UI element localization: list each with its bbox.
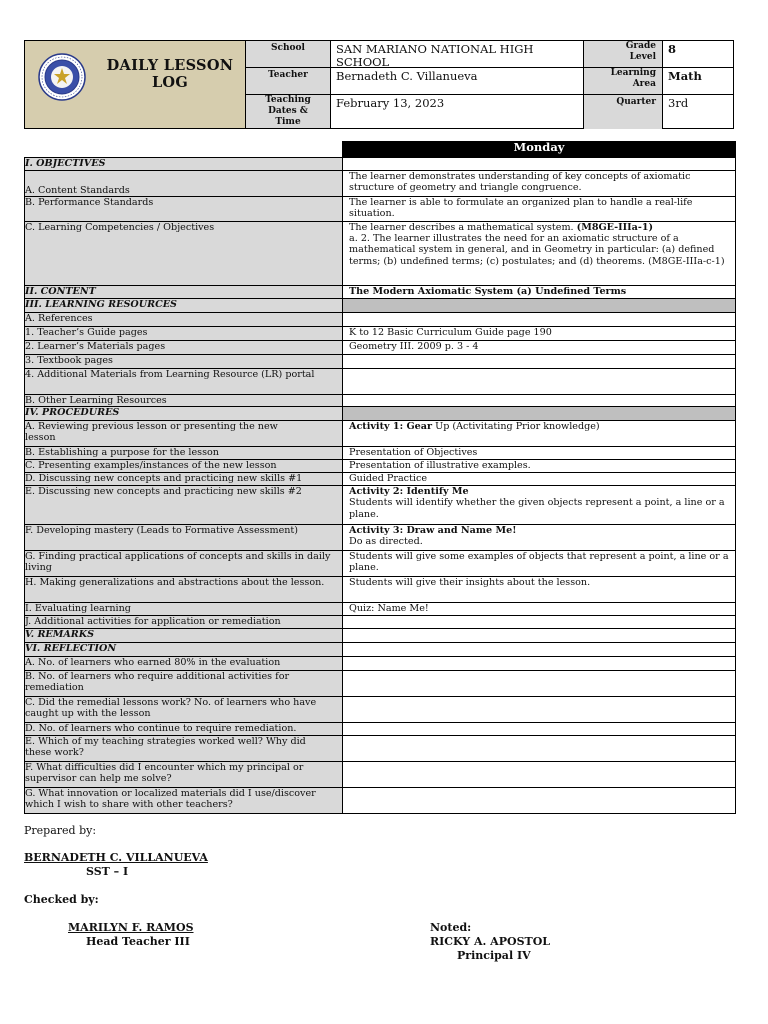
- section-content: II. CONTENT: [25, 286, 343, 299]
- grade-label: Grade Level: [584, 41, 663, 68]
- row-proc-f: F. Developing mastery (Leads to Formative Assessment): [25, 525, 343, 551]
- title-line-1: DAILY LESSON: [106, 57, 234, 74]
- learners-materials-value: Geometry III. 2009 p. 3 - 4: [343, 341, 736, 355]
- title-block: [25, 41, 246, 129]
- title-line-2: LOG: [151, 74, 189, 91]
- section-objectives: I. OBJECTIVES: [25, 158, 343, 171]
- dates-label: Teaching Dates & Time: [246, 95, 331, 129]
- checker-name: MARILYN F. RAMOS: [68, 921, 194, 934]
- cell-blank: [343, 629, 736, 643]
- cell-blank: [343, 407, 736, 421]
- teacher-label: Teacher: [246, 68, 331, 95]
- cell-blank: [343, 643, 736, 657]
- row-competencies: C. Learning Competencies / Objectives: [25, 222, 343, 286]
- area-label: Learning Area: [584, 68, 663, 95]
- row-ref-d: D. No. of learners who continue to require remediation.: [25, 723, 343, 736]
- section-procedures: IV. PROCEDURES: [25, 407, 343, 421]
- cell-blank: [343, 158, 736, 171]
- cell-blank: [343, 395, 736, 407]
- cell-blank: [343, 616, 736, 629]
- blank-corner: [25, 142, 343, 158]
- row-proc-b: B. Establishing a purpose for the lesson: [25, 447, 343, 460]
- row-ref-f: F. What difficulties did I encounter which my principal or supervisor can help me solve?: [25, 762, 343, 788]
- dates-value: February 13, 2023: [331, 95, 584, 129]
- row-proc-d: D. Discussing new concepts and practicing new skills #1: [25, 473, 343, 486]
- proc-b-value: Presentation of Objectives: [343, 447, 736, 460]
- row-proc-a: A. Reviewing previous lesson or presenting the new lesson: [25, 421, 343, 447]
- cell-blank: [343, 736, 736, 762]
- noter-name: RICKY A. APOSTOL: [430, 935, 551, 948]
- row-ref-c: C. Did the remedial lessons work? No. of learners who have caught up with the lesson: [25, 697, 343, 723]
- cell-blank: [343, 313, 736, 327]
- cell-blank: [343, 671, 736, 697]
- school-value: SAN MARIANO NATIONAL HIGH SCHOOL: [331, 41, 584, 68]
- proc-f-value: Activity 3: Draw and Name Me! Do as directed.: [343, 525, 736, 551]
- proc-d-value: Guided Practice: [343, 473, 736, 486]
- cell-blank: [343, 788, 736, 814]
- proc-e-value: Activity 2: Identify Me Students will identify whether the given objects represent a point, a line or a plane.: [343, 486, 736, 525]
- document-title: [95, 57, 245, 91]
- proc-a-value: Activity 1: Gear Up (Activitating Prior knowledge): [343, 421, 736, 447]
- row-learners-materials: 2. Learner’s Materials pages: [25, 341, 343, 355]
- noted-label: Noted:: [430, 921, 472, 934]
- cell-blank: [343, 657, 736, 671]
- row-ref-e: E. Which of my teaching strategies worked well? Why did these work?: [25, 736, 343, 762]
- cell-blank: [343, 299, 736, 313]
- cell-blank: [343, 369, 736, 395]
- row-ref-g: G. What innovation or localized materials did I use/discover which I wish to share with other teachers?: [25, 788, 343, 814]
- proc-c-value: Presentation of illustrative examples.: [343, 460, 736, 473]
- lesson-log-table: [24, 141, 736, 814]
- section-reflection: VI. REFLECTION: [25, 643, 343, 657]
- dll-header: [24, 40, 734, 129]
- teacher-value: Bernadeth C. Villanueva: [331, 68, 584, 95]
- proc-g-value: Students will give some examples of objects that represent a point, a line or a plane.: [343, 551, 736, 577]
- deped-seal-icon: [38, 53, 86, 101]
- row-proc-j: J. Additional activities for application or remediation: [25, 616, 343, 629]
- teachers-guide-value: K to 12 Basic Curriculum Guide page 190: [343, 327, 736, 341]
- section-learning-resources: III. LEARNING RESOURCES: [25, 299, 343, 313]
- row-textbook-pages: 3. Textbook pages: [25, 355, 343, 369]
- day-header: Monday: [343, 142, 736, 158]
- row-proc-i: I. Evaluating learning: [25, 603, 343, 616]
- checked-by-label: Checked by:: [24, 893, 99, 906]
- preparer-name: BERNADETH C. VILLANUEVA: [24, 851, 208, 864]
- quarter-label: Quarter: [584, 95, 663, 129]
- proc-i-value: Quiz: Name Me!: [343, 603, 736, 616]
- row-performance-standards: B. Performance Standards: [25, 197, 343, 222]
- cell-blank: [343, 355, 736, 369]
- row-ref-a: A. No. of learners who earned 80% in the evaluation: [25, 657, 343, 671]
- row-ref-b: B. No. of learners who require additional activities for remediation: [25, 671, 343, 697]
- content-value: The Modern Axiomatic System (a) Undefined Terms: [343, 286, 736, 299]
- checker-title: Head Teacher III: [86, 935, 190, 948]
- prepared-by-label: Prepared by:: [24, 824, 97, 837]
- row-proc-h: H. Making generalizations and abstractions about the lesson.: [25, 577, 343, 603]
- row-other-resources: B. Other Learning Resources: [25, 395, 343, 407]
- cell-blank: [343, 762, 736, 788]
- row-additional-materials: 4. Additional Materials from Learning Resource (LR) portal: [25, 369, 343, 395]
- preparer-title: SST – I: [86, 865, 129, 878]
- row-references: A. References: [25, 313, 343, 327]
- row-proc-c: C. Presenting examples/instances of the new lesson: [25, 460, 343, 473]
- content-standards-value: The learner demonstrates understanding of key concepts of axiomatic structure of geometry and triangle congruence.: [343, 171, 736, 197]
- noter-title: Principal IV: [457, 949, 531, 962]
- cell-blank: [343, 697, 736, 723]
- row-content-standards: A. Content Standards: [25, 171, 343, 197]
- section-remarks: V. REMARKS: [25, 629, 343, 643]
- performance-standards-value: The learner is able to formulate an organized plan to handle a real-life situation.: [343, 197, 736, 222]
- row-proc-g: G. Finding practical applications of concepts and skills in daily living: [25, 551, 343, 577]
- proc-h-value: Students will give their insights about the lesson.: [343, 577, 736, 603]
- row-proc-e: E. Discussing new concepts and practicing new skills #2: [25, 486, 343, 525]
- competencies-value: The learner describes a mathematical system. (M8GE-IIIa-1) a. 2. The learner illustrates the need for an axiomatic structure of a mathematical system in general, and in Geometry in particular: (a) defined terms; (b) undefined terms; (c) postulates; and (d) theorems. (M8GE-IIIa-c-1): [343, 222, 736, 286]
- row-teachers-guide: 1. Teacher’s Guide pages: [25, 327, 343, 341]
- area-value: Math: [663, 68, 734, 95]
- school-label: School: [246, 41, 331, 68]
- grade-value: 8: [663, 41, 734, 68]
- cell-blank: [343, 723, 736, 736]
- quarter-value: 3rd: [668, 96, 689, 110]
